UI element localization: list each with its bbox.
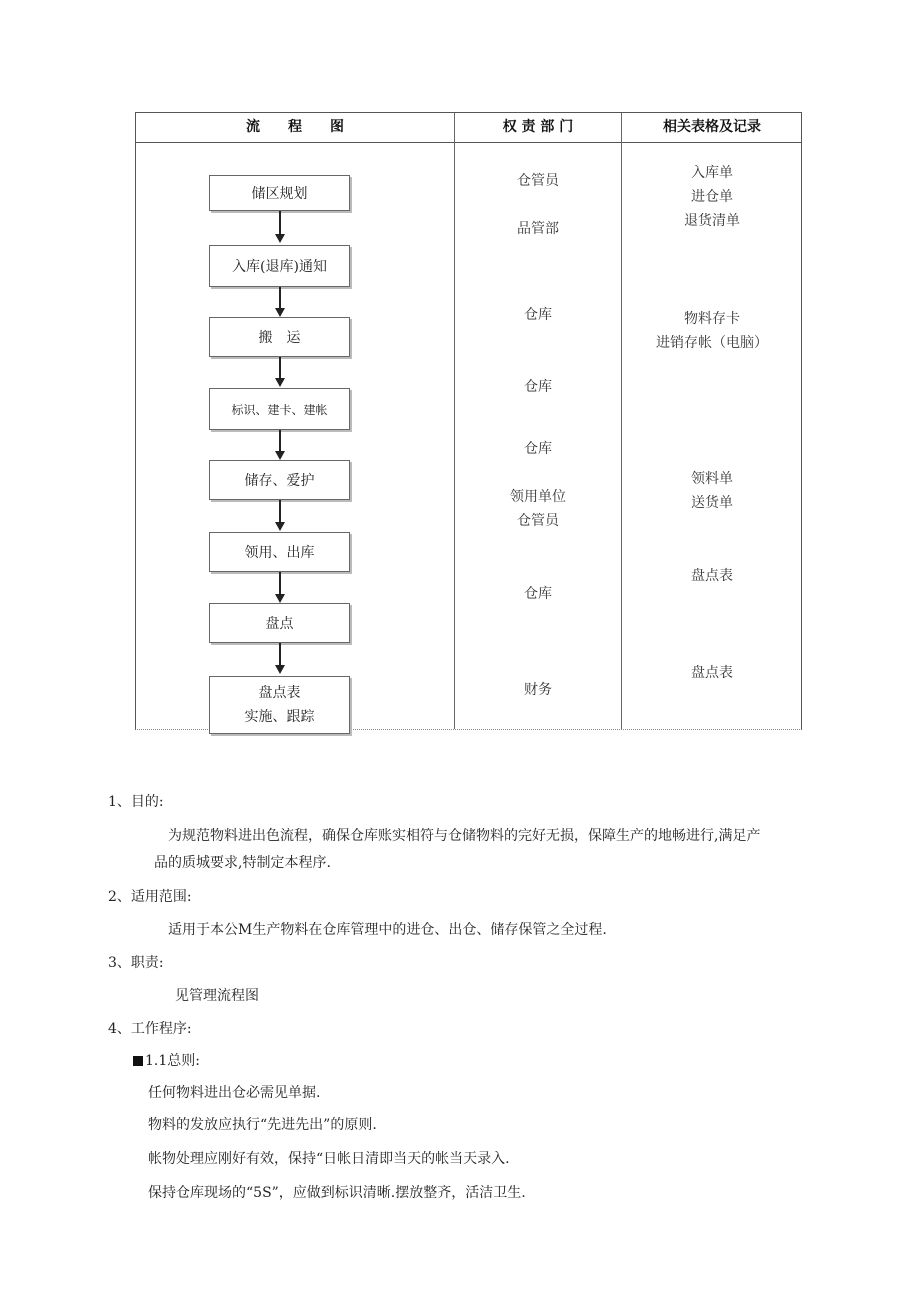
section-duties-title: 3、职责: (108, 955, 164, 971)
flow-step-inventory-followup (209, 676, 350, 734)
header-flowchart: 流 程 图 (246, 119, 344, 135)
section-duties-body: 见管理流程图 (175, 988, 259, 1004)
flow-arrow (279, 287, 281, 315)
flow-arrow (279, 643, 281, 672)
department-cell: 仓管员 (517, 173, 559, 189)
flow-arrow (279, 500, 281, 529)
flow-step-label: 入库(退库)通知 (232, 259, 327, 275)
department-cell: 仓库 (524, 586, 552, 602)
record-cell: 入库单 (691, 165, 733, 181)
record-cell: 物料存卡 (684, 311, 740, 327)
flow-step-storage-planning (209, 175, 350, 211)
flow-step-label: 搬 运 (258, 330, 301, 346)
flow-step-labeling (209, 388, 350, 430)
rule-item: 任何物料进出仓必需见单据. (148, 1085, 321, 1101)
record-cell: 退货清单 (684, 213, 740, 229)
record-cell: 领料单 (691, 471, 733, 487)
record-cell: 送货单 (691, 495, 733, 511)
section-purpose-line1: 为规范物料进出色流程，确保仓库账实相符与仓储物料的完好无损，保障生产的地畅进行,满足产 (168, 828, 761, 844)
rule-item: 保持仓库现场的“5S”，应做到标识清晰.摆放整齐，活洁卫生. (148, 1185, 526, 1201)
department-cell: 财务 (524, 682, 552, 698)
table-header (136, 113, 801, 143)
flow-step-label: 储存、爱护 (244, 473, 315, 489)
department-cell: 仓管员 (517, 513, 559, 529)
subsection-general (133, 1050, 200, 1070)
flow-step-label: 实施、跟踪 (244, 709, 315, 725)
flow-step-label: 领用、出库 (244, 545, 315, 561)
section-procedure-title: 4、工作程序: (108, 1021, 192, 1037)
department-cell: 仓库 (524, 441, 552, 457)
flow-arrow (279, 211, 281, 241)
record-cell: 盘点表 (691, 568, 733, 584)
department-cell: 仓库 (524, 379, 552, 395)
rule-item: 帐物处理应刚好有效，保持“日帐日清即当天的帐当天录入. (148, 1151, 510, 1167)
section-purpose-title: 1、目的: (108, 794, 164, 810)
record-cell: 进销存帐（电脑） (656, 335, 768, 351)
flow-step-label: 盘点表 (258, 685, 301, 701)
department-cell: 品管部 (517, 221, 559, 237)
section-scope-body: 适用于本公M生产物料在仓库管理中的进仓、出仓、储存保管之全过程. (168, 922, 607, 938)
flow-step-storage-care (209, 460, 350, 500)
flow-step-issue-outbound (209, 532, 350, 572)
department-cell: 领用单位 (510, 489, 566, 505)
record-cell: 盘点表 (691, 665, 733, 681)
flow-step-label: 储区规划 (251, 186, 308, 202)
flow-step-receiving-notice (209, 245, 350, 287)
header-department: 权 责 部 门 (502, 119, 574, 135)
flow-step-label: 标识、建卡、建帐 (231, 402, 328, 417)
flow-arrow (279, 357, 281, 385)
square-bullet-icon (133, 1056, 143, 1066)
column-divider (621, 113, 622, 729)
record-cell: 进仓单 (691, 189, 733, 205)
rule-item: 物料的发放应执行“先进先出”的原则. (148, 1117, 377, 1133)
process-flow-table (135, 112, 802, 730)
flow-arrow (279, 430, 281, 458)
flow-step-transport (209, 317, 350, 357)
column-divider (454, 113, 455, 729)
section-scope-title: 2、适用范围: (108, 889, 192, 905)
flow-step-label: 盘点 (265, 616, 294, 632)
flow-arrow (279, 572, 281, 601)
header-records: 相关表格及记录 (663, 119, 761, 135)
subsection-general-label: 1.1总则: (145, 1053, 200, 1069)
department-cell: 仓库 (524, 307, 552, 323)
section-purpose-line2: 品的质城要求,特制定本程序. (154, 855, 331, 871)
flow-step-inventory (209, 603, 350, 643)
